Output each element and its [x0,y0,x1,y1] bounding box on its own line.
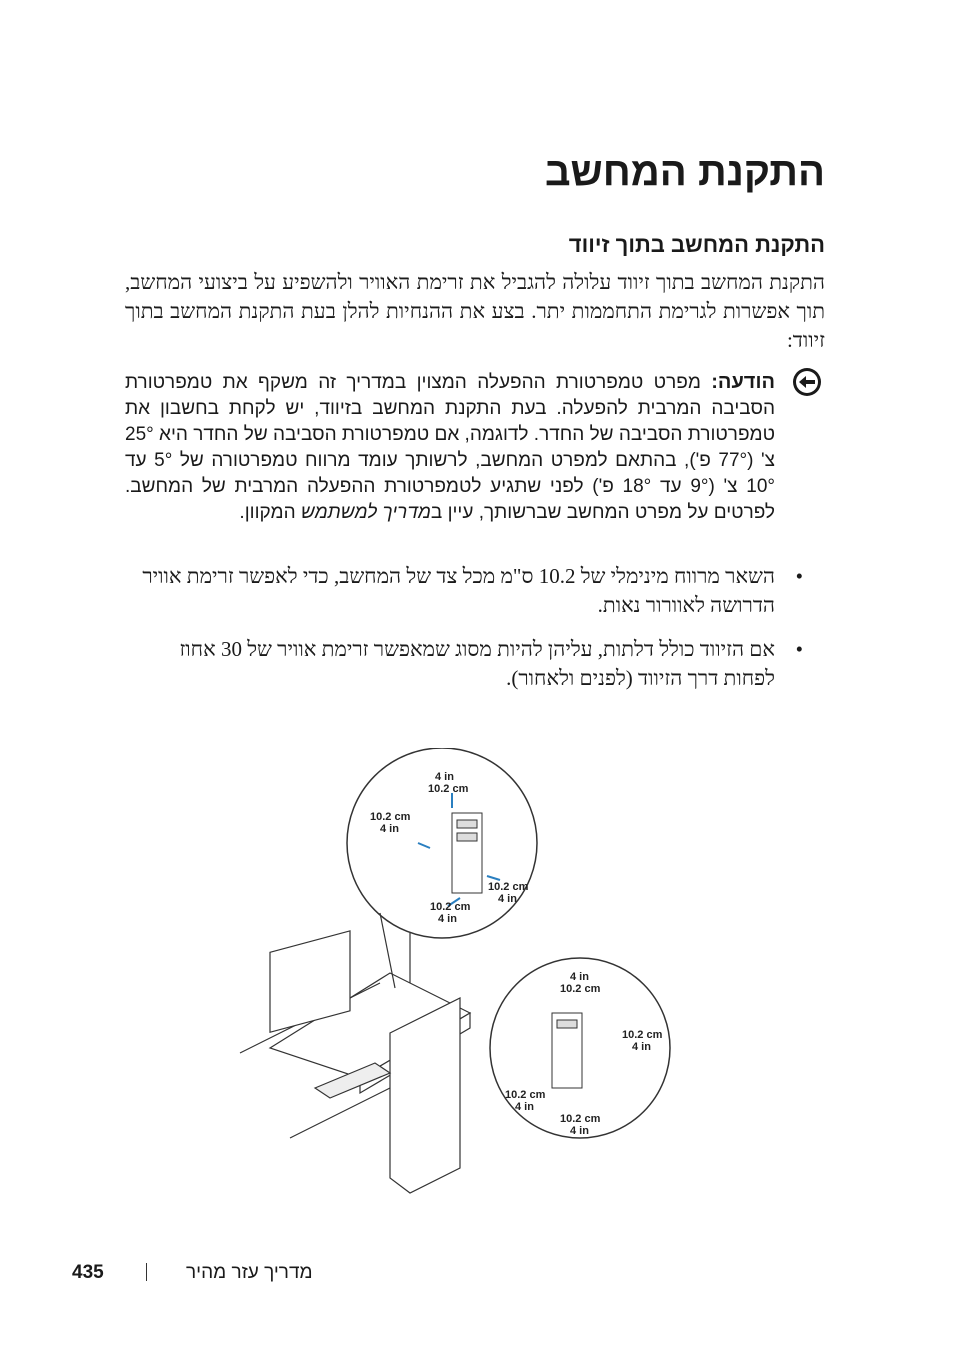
enclosure-clearance-illustration [230,748,750,1198]
list-item: • אם הזיווד כולל דלתות, עליהן להיות מסוג שמאפשר זרימת אוויר של 30 אחוז לפחות דרך הזיווד (לפנים ולאחור). [179,637,803,690]
page-number: 435 [72,1262,104,1283]
footer-divider [146,1263,147,1281]
computer-tower-bottom [552,1013,582,1088]
notice-label: הודעה: [711,371,775,393]
dim-label: 4 in [380,823,399,835]
list-item: • השאר מרווח מינימלי של 10.2 ס"מ מכל צד של המחשב, כדי לאפשר זרימת אוויר הדרושה לאוורור נאות. [142,564,803,617]
notice-italic-ref: מדריך למשתמש [300,502,431,523]
dim-label: 4 in [570,1125,589,1137]
dim-label: 10.2 cm [622,1029,663,1041]
dim-label: 10.2 cm [488,881,529,893]
dim-label: 4 in [515,1101,534,1113]
dim-label: 4 in [435,771,454,783]
dim-label: 4 in [632,1041,651,1053]
notice-text: מפרט טמפרטורת ההפעלה המצוין במדריך זה משקף את טמפרטורת הסביבה המרבית להפעלה. בעת התקנת המחשב בזיווד, יש לקחת בחשבון את טמפרטורת הסביבה של החדר. לדוגמה, אם טמפרטורת הסביבה של החדר היא 25° צ' (77° פ'), בהתאם למפרט המחשב, לרשותך עומד מרווח טמפרטורה של 5° עד 10° צ' (9° עד 18° פ') לפני שתגיע לטמפרטורת ההפעלה המרבית של המחשב. לפרטים על מפרט המחשב שברשותך, עיין ב [125,372,775,523]
dim-label: 10.2 cm [560,983,601,995]
page-title: התקנת המחשב [544,150,825,194]
footer-guide-title: מדריך עזר מהיר [186,1262,313,1283]
bullet-icon: • [795,564,803,588]
desk-illustration [240,931,470,1193]
dim-label: 4 in [438,913,457,925]
guidelines-list [125,562,825,708]
notice-block [125,369,775,526]
notice-icon [792,367,822,397]
dim-label: 10.2 cm [505,1089,546,1101]
dim-label: 10.2 cm [560,1113,601,1125]
dim-label: 10.2 cm [428,783,469,795]
intro-paragraph: התקנת המחשב בתוך זיווד עלולה להגביל את זרימת האוויר ולהשפיע על ביצועי המחשב, תוך אפשרות לגרימת התחממות יתר. בצע את ההנחיות להלן בעת התקנת המחשב בתוך זיווד: [125,270,825,352]
dim-label: 10.2 cm [430,901,471,913]
bullet-icon: • [795,637,803,661]
dim-label: 4 in [498,893,517,905]
dim-label: 10.2 cm [370,811,411,823]
notice-tail: המקוון. [239,502,301,523]
dim-label: 4 in [570,971,589,983]
computer-tower-top [452,813,482,893]
section-heading: התקנת המחשב בתוך זיווד [568,232,825,257]
